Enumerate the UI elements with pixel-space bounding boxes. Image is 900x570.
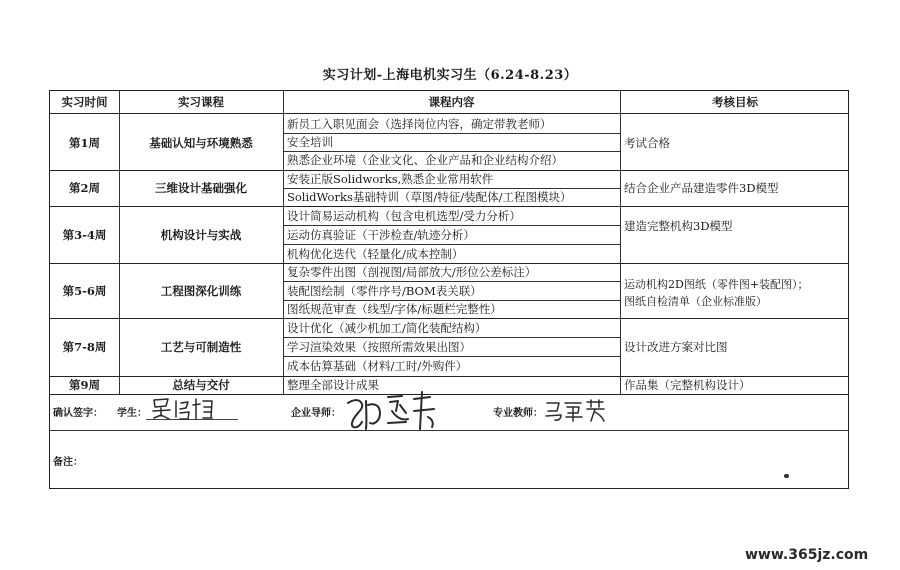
remarks-label: 备注： [53, 457, 83, 468]
course-name: 工程图深化训练 [160, 283, 242, 298]
course-name: 三维设计基础强化 [155, 181, 247, 195]
assessment-goal: 图纸自检清单（企业标准版） [624, 294, 767, 308]
teacher-signature [543, 399, 607, 423]
course-name: 基础认知与环境熟悉 [149, 135, 253, 150]
course-name: 工艺与可制造性 [160, 340, 242, 354]
content-item: 学习渲染效果（按照所需效果出图） [287, 339, 471, 354]
content-item: 安装正版Solidworks,熟悉企业常用软件 [287, 172, 494, 186]
content-item: 设计简易运动机构（包含电机选型/受力分析） [287, 208, 521, 223]
content-item: 整理全部设计成果 [287, 378, 379, 392]
header-time: 实习时间 [61, 95, 108, 109]
content-item: 熟悉企业环境（企业文化、企业产品和企业结构介绍） [287, 153, 563, 167]
assessment-goal: 设计改进方案对比图 [624, 340, 728, 354]
week-label: 第7-8周 [62, 340, 107, 354]
content-item: 设计优化（减少机加工/简化装配结构） [287, 320, 487, 335]
content-item: 装配图绘制（零件序号/BOM表关联） [287, 283, 482, 298]
watermark: www.365jz.com [745, 547, 869, 563]
mentor-signature [344, 389, 444, 435]
content-item: 复杂零件出图（剖视图/局部放大/形位公差标注） [287, 265, 537, 279]
mentor-label: 企业导师： [291, 408, 341, 419]
content-item: 成本估算基础（材料/工时/外购件） [287, 359, 468, 373]
week-label: 第9周 [68, 378, 100, 392]
ink-dot [784, 474, 789, 478]
week-label: 第5-6周 [62, 283, 107, 298]
header-course: 实习课程 [178, 95, 224, 109]
teacher-label: 专业教师： [493, 408, 543, 419]
confirmation-section [49, 395, 849, 489]
page-title: 实习计划-上海电机实习生（6.24-8.23） [322, 68, 578, 83]
assessment-goal: 结合企业产品建造零件3D模型 [624, 181, 779, 195]
assessment-goal: 作品集（完整机构设计） [624, 378, 751, 392]
confirm-label: 确认签字： [53, 408, 103, 419]
week-label: 第3-4周 [62, 227, 107, 242]
assessment-goal: 考试合格 [624, 135, 670, 150]
internship-plan-table [49, 90, 849, 395]
header-goal: 考核目标 [712, 95, 758, 109]
week-label: 第1周 [68, 135, 100, 150]
header-content: 课程内容 [428, 95, 475, 109]
week-label: 第2周 [68, 181, 100, 195]
header-divider [50, 113, 848, 114]
content-item: 运动仿真验证（干涉检查/轨迹分析） [287, 227, 475, 242]
assessment-goal: 建造完整机构3D模型 [624, 219, 733, 233]
student-label: 学生： [117, 408, 147, 419]
content-item: 安全培训 [287, 135, 333, 149]
course-name: 机构设计与实战 [160, 227, 242, 242]
content-item: 机构优化迭代（轻量化/成本控制） [287, 246, 464, 261]
content-item: 图纸规范审查（线型/字体/标题栏完整性） [287, 302, 502, 316]
student-signature [150, 396, 216, 422]
course-name: 总结与交付 [172, 378, 230, 392]
section-divider [50, 430, 848, 431]
assessment-goal: 运动机构2D图纸（零件图+装配图）； [624, 277, 809, 291]
content-item: 新员工入职见面会（选择岗位内容，确定带教老师） [287, 117, 552, 131]
content-item: SolidWorks基础特训（草图/特征/装配体/工程图模块） [287, 190, 572, 204]
